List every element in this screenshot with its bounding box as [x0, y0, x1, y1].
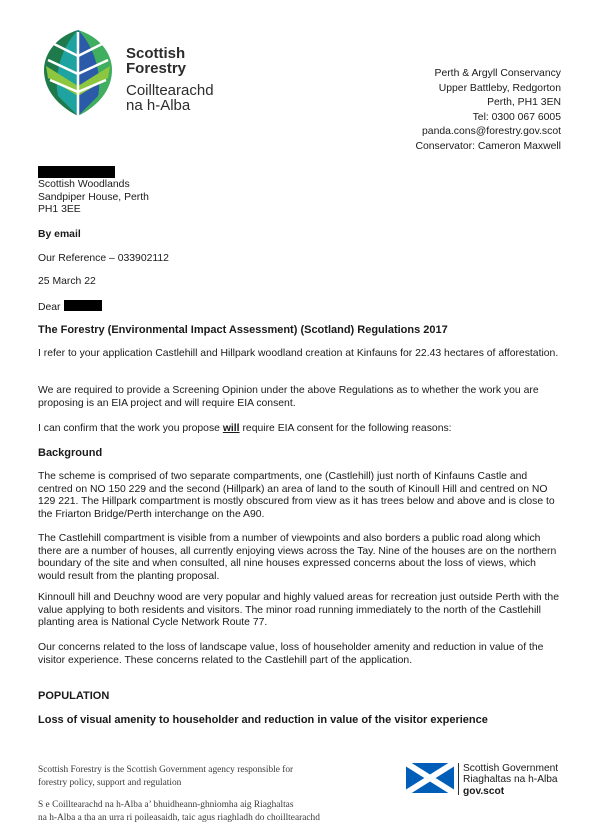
gov-line2: Riaghaltas na h-Alba: [463, 774, 558, 786]
sender-address: [415, 67, 561, 154]
confirmation-text-end: require EIA consent for the following reasons:: [239, 423, 452, 434]
footer-agency-statement: [38, 764, 320, 824]
footer-en-line2: forestry policy, support and regulation: [38, 777, 182, 788]
logo-english-name: [126, 46, 186, 76]
paragraph-concerns: Our concerns related to the loss of landscape value, loss of householder amenity and reduction in value of the visitor experience. These concerns related to the Castlehill part of the application.: [38, 642, 544, 666]
logo-en-line2: Forestry: [126, 60, 187, 77]
confirmation-emphasis: will: [222, 423, 240, 434]
footer-gd-line2: na h-Alba a tha an urra ri poileasaidh, taic agus riaghladh do choilltearachd: [38, 812, 320, 823]
gov-logo-text: [463, 763, 558, 797]
population-heading: POPULATION: [38, 690, 110, 702]
address-phone: Tel: 0300 067 6005: [472, 111, 561, 123]
address-line: Perth & Argyll Conservancy: [434, 68, 561, 79]
gov-line1: Scottish Government: [463, 763, 559, 774]
paragraph-application: I refer to your application Castlehill and Hillpark woodland creation at Kinfauns for 22.43 hectares of afforestation.: [38, 348, 559, 359]
recipient-line: Scottish Woodlands: [38, 179, 130, 190]
paragraph-screening: We are required to provide a Screening Opinion under the above Regulations as to whether the work you are proposing is an EIA project and will require EIA consent.: [38, 385, 539, 409]
delivery-method: By email: [38, 229, 81, 240]
scottish-government-logo: [406, 763, 566, 795]
address-email[interactable]: panda.cons@forestry.gov.scot: [422, 126, 561, 137]
paragraph-recreation: Kinnoull hill and Deuchny wood are very popular and highly valued areas for recreation just outside Perth with the value applying to both residents and visitors. The minor road running immediately to the north of the Castlehill planting area is National Cycle Network Route 77.: [38, 592, 559, 629]
redacted-name: [38, 166, 115, 178]
forestry-leaf-icon: [38, 26, 118, 118]
address-line: Perth, PH1 3EN: [487, 97, 561, 108]
logo-gaelic-name: [126, 83, 214, 113]
footer-gd-line1: S e Coilltearachd na h-Alba a’ bhuidheann-ghnìomha aig Riaghaltas: [38, 800, 294, 810]
footer-en-line1: Scottish Forestry is the Scottish Government agency responsible for: [38, 765, 294, 775]
redacted-recipient-name: [64, 300, 102, 311]
paragraph-confirmation: [38, 423, 452, 436]
logo-gd-line1: Coilltearachd: [126, 82, 214, 99]
reference-number: Our Reference – 033902112: [38, 253, 169, 264]
letter-date: 25 March 22: [38, 276, 96, 287]
recipient-address: [38, 166, 149, 217]
gov-line3: gov.scot: [463, 785, 505, 797]
background-heading: Background: [38, 447, 103, 459]
paragraph-scheme: The scheme is comprised of two separate compartments, one (Castlehill) just north of Kinfauns Castle and centred on NO 150 229 and the second (Hillpark) an area of land to the south of Kinoull Hill and centred on NO 129 221. The Hillpark compartment is mostly obscured from view as it has trees below and above and is close to the Friarton Bridge/Perth interchange on the A90.: [38, 471, 555, 520]
address-line: Upper Battleby, Redgorton: [438, 82, 561, 94]
divider-icon: [458, 763, 460, 795]
logo-en-line1: Scottish: [126, 45, 186, 62]
address-conservator: Conservator: Cameron Maxwell: [415, 140, 561, 152]
salutation: [38, 300, 102, 315]
recipient-line: Sandpiper House, Perth: [38, 191, 149, 203]
visual-amenity-subheading: Loss of visual amenity to householder and reduction in value of the visitor experience: [38, 714, 488, 726]
paragraph-castlehill: The Castlehill compartment is visible from a number of viewpoints and also borders a public road along which there are a number of houses, all currently enjoying views across the Tay. Nine of the houses are on the northern boundary of the site and when consulted, all nine houses expressed concerns about the loss of views, which would result from the planting proposal.: [38, 533, 557, 582]
confirmation-text-start: I can confirm that the work you propose: [38, 423, 223, 434]
scottish-forestry-logo: [38, 26, 238, 126]
salutation-text: Dear: [38, 302, 61, 313]
saltire-flag-icon: [406, 763, 454, 793]
logo-gd-line2: na h-Alba: [126, 97, 191, 114]
recipient-line: PH1 3EE: [38, 204, 81, 216]
regulations-title: The Forestry (Environmental Impact Assessment) (Scotland) Regulations 2017: [38, 324, 448, 336]
